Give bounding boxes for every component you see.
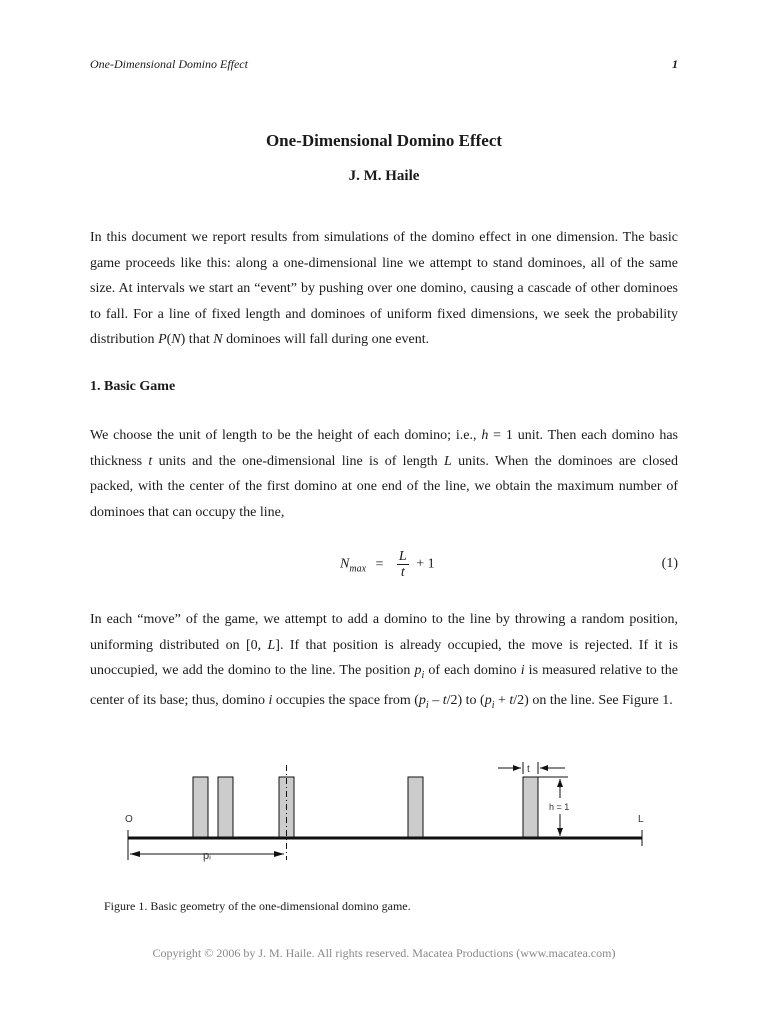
h-arrow-up-head bbox=[557, 779, 563, 787]
pi-arrow-left bbox=[130, 851, 140, 857]
basic-game-paragraph: We choose the unit of length to be the height of each domino; i.e., h = 1 unit. Then each domino has thickness t units and the one-dimensional line is of length L units. When the dominoes are closed packed, with the center of the first domino at one end of the line, we obtain the maximum number of dominoes that can occupy the line, bbox=[90, 428, 678, 520]
eq-numerator: L bbox=[398, 549, 407, 564]
page-number: 1 bbox=[672, 57, 678, 71]
section-heading-basic-game: 1. Basic Game bbox=[90, 379, 176, 394]
h-label: h = 1 bbox=[549, 802, 570, 812]
domino-5 bbox=[523, 777, 538, 837]
domino-2 bbox=[218, 777, 233, 837]
pi-label: pᵢ bbox=[203, 850, 211, 862]
paper-title: One-Dimensional Domino Effect bbox=[265, 131, 503, 150]
end-label: L bbox=[638, 814, 644, 825]
intro-paragraph: In this document we report results from simulations of the domino effect in one dimension. The basic game proceeds like this: along a one-dimensional line we attempt to stand dominoes, all of the same size. At intervals we start an “event” by pushing over one domino, causing a cascade of other dominoes to fall. For a line of fixed length and dominoes of uniform fixed dimensions, we seek the probability distribution P(N) that N dominoes will fall during one event. bbox=[90, 230, 678, 347]
equation-1 bbox=[0, 549, 768, 589]
domino-diagram bbox=[110, 760, 660, 870]
figure-1 bbox=[110, 760, 660, 870]
figure-caption: Figure 1. Basic geometry of the one-dimensional domino game. bbox=[104, 899, 411, 913]
eq-lhs-subscript: max bbox=[349, 563, 367, 575]
eq-equals: = bbox=[375, 556, 384, 572]
t-label: t bbox=[527, 764, 530, 775]
t-arrow-right-head bbox=[540, 765, 548, 771]
eq-denominator: t bbox=[400, 565, 405, 580]
equation-number: (1) bbox=[661, 556, 678, 571]
h-arrow-down-head bbox=[557, 828, 563, 836]
t-arrow-left-head bbox=[513, 765, 521, 771]
eq-fraction bbox=[397, 549, 409, 580]
running-head: One-Dimensional Domino Effect bbox=[90, 57, 248, 71]
domino-1 bbox=[193, 777, 208, 837]
move-paragraph: In each “move” of the game, we attempt to add a domino to the line by throwing a random position, uniforming distributed on [0, L]. If that position is already occupied, the move is rejected. If it is unoccupied, we add the domino to the line. The position $p_i$ of each domino i is measured relative to the center of its base; thus, domino i occupies the space from $(p_i - t/2)$ to $(p_i + t/2)$ on the line. See Figure 1. bbox=[90, 612, 678, 712]
copyright-footer: Copyright © 2006 by J. M. Haile. All rights reserved. Macatea Productions (www.macatea.com) bbox=[152, 946, 616, 960]
eq-tail: + 1 bbox=[416, 556, 435, 572]
origin-label: O bbox=[125, 814, 133, 825]
eq-lhs: N bbox=[340, 556, 350, 572]
pi-arrow-right bbox=[274, 851, 284, 857]
domino-4 bbox=[408, 777, 423, 837]
author: J. M. Haile bbox=[348, 168, 420, 184]
